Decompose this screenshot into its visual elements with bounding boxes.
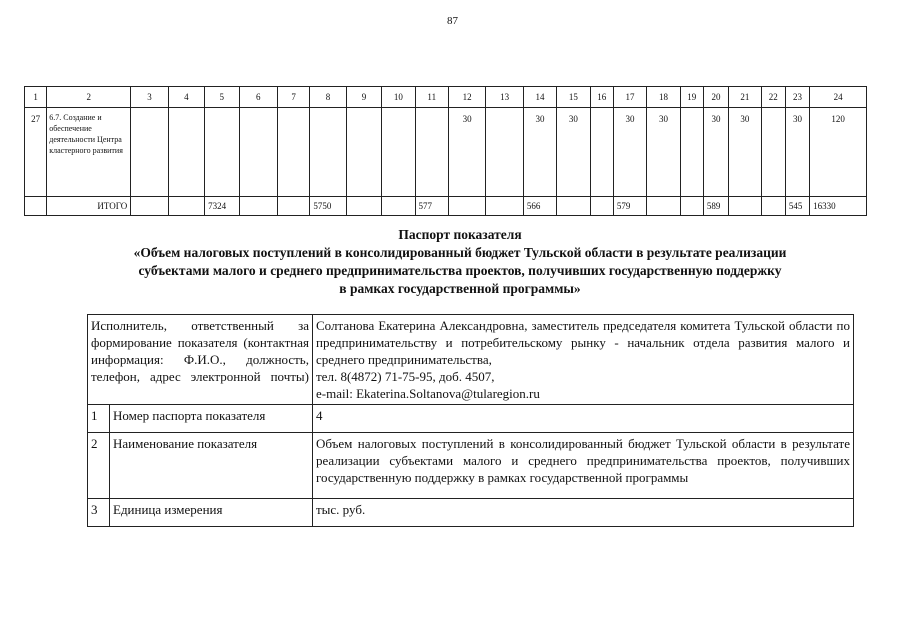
table-cell xyxy=(277,108,309,197)
total-cell xyxy=(382,197,415,216)
column-header: 11 xyxy=(415,87,448,108)
total-row xyxy=(25,197,867,216)
total-cell xyxy=(346,197,381,216)
column-header: 10 xyxy=(382,87,415,108)
passport-row-label: Единица измерения xyxy=(110,499,313,527)
column-header: 3 xyxy=(131,87,168,108)
executor-label: Исполнитель, ответственный за формирование показателя (контактная информация: Ф.И.О., должность, телефон, адрес электронной почты) xyxy=(88,315,313,405)
table-cell xyxy=(310,108,346,197)
row-number: 27 xyxy=(25,108,47,197)
passport-row-3 xyxy=(88,499,854,527)
table-cell xyxy=(168,108,204,197)
passport-subtitle-line3: в рамках государственной программы» xyxy=(339,281,581,296)
table-cell: 120 xyxy=(810,108,867,197)
total-cell xyxy=(168,197,204,216)
executor-position: Солтанова Екатерина Александровна, заместитель председателя комитета Тульской области по предпринимательству и потребительскому рынку - начальник отдела развития малого и среднего предпринимательства, xyxy=(316,318,850,367)
column-header: 20 xyxy=(703,87,728,108)
table-cell: 30 xyxy=(613,108,646,197)
total-empty-cell xyxy=(25,197,47,216)
column-header: 22 xyxy=(761,87,785,108)
table-cell: 30 xyxy=(785,108,809,197)
total-cell xyxy=(761,197,785,216)
column-header: 6 xyxy=(239,87,277,108)
column-header: 24 xyxy=(810,87,867,108)
column-header: 21 xyxy=(729,87,761,108)
column-header: 9 xyxy=(346,87,381,108)
passport-row-label: Наименование показателя xyxy=(110,433,313,499)
total-cell xyxy=(590,197,613,216)
total-cell xyxy=(557,197,590,216)
table-cell: 30 xyxy=(523,108,556,197)
table-cell xyxy=(590,108,613,197)
column-header: 13 xyxy=(486,87,523,108)
column-header: 16 xyxy=(590,87,613,108)
column-header: 5 xyxy=(205,87,239,108)
total-cell: 5750 xyxy=(310,197,346,216)
total-cell: 579 xyxy=(613,197,646,216)
passport-table xyxy=(87,314,854,527)
indicator-values-table xyxy=(24,86,867,216)
column-header: 2 xyxy=(47,87,131,108)
total-cell xyxy=(729,197,761,216)
column-header: 7 xyxy=(277,87,309,108)
table-cell xyxy=(382,108,415,197)
row-name: 6.7. Создание и обеспечение деятельности Центра кластерного развития xyxy=(47,108,131,197)
executor-value xyxy=(313,315,854,405)
table-cell xyxy=(761,108,785,197)
passport-row-label: Номер паспорта показателя xyxy=(110,405,313,433)
header-row xyxy=(25,87,867,108)
total-cell xyxy=(647,197,680,216)
total-cell: 7324 xyxy=(205,197,239,216)
column-header: 17 xyxy=(613,87,646,108)
total-cell: 589 xyxy=(703,197,728,216)
total-cell: 577 xyxy=(415,197,448,216)
column-header: 14 xyxy=(523,87,556,108)
table-cell xyxy=(415,108,448,197)
passport-row-number: 2 xyxy=(88,433,110,499)
total-label: ИТОГО xyxy=(47,197,131,216)
table-row-27 xyxy=(25,108,867,197)
column-header: 23 xyxy=(785,87,809,108)
table-cell: 30 xyxy=(729,108,761,197)
table-cell xyxy=(486,108,523,197)
total-cell xyxy=(239,197,277,216)
column-header: 15 xyxy=(557,87,590,108)
passport-row-value: тыс. руб. xyxy=(313,499,854,527)
total-cell xyxy=(131,197,168,216)
table-cell xyxy=(205,108,239,197)
total-cell: 16330 xyxy=(810,197,867,216)
column-header: 4 xyxy=(168,87,204,108)
passport-row-value: Объем налоговых поступлений в консолидированный бюджет Тульской области в результате реализации субъектами малого и среднего предпринимательства проектов, получивших государственную поддержку в рамках государственной программы xyxy=(313,433,854,499)
total-cell xyxy=(486,197,523,216)
table-cell: 30 xyxy=(557,108,590,197)
table-cell xyxy=(239,108,277,197)
table-cell: 30 xyxy=(647,108,680,197)
executor-email: e-mail: Ekaterina.Soltanova@tularegion.ru xyxy=(316,386,540,401)
table-cell: 30 xyxy=(703,108,728,197)
table-cell xyxy=(346,108,381,197)
passport-row-number: 3 xyxy=(88,499,110,527)
total-cell xyxy=(680,197,703,216)
total-cell xyxy=(448,197,485,216)
page-number: 87 xyxy=(447,15,458,27)
passport-subtitle-line1: «Объем налоговых поступлений в консолидированный бюджет Тульской области в результате реализации xyxy=(133,245,787,260)
passport-title: Паспорт показателя xyxy=(398,227,522,242)
passport-row-value: 4 xyxy=(313,405,854,433)
passport-row-1 xyxy=(88,405,854,433)
passport-subtitle-line2: субъектами малого и среднего предпринимательства проектов, получивших государственную поддержку xyxy=(138,263,782,278)
total-cell: 545 xyxy=(785,197,809,216)
passport-row-number: 1 xyxy=(88,405,110,433)
column-header: 1 xyxy=(25,87,47,108)
column-header: 8 xyxy=(310,87,346,108)
total-cell: 566 xyxy=(523,197,556,216)
table-cell: 30 xyxy=(448,108,485,197)
table-cell xyxy=(131,108,168,197)
passport-row-2 xyxy=(88,433,854,499)
column-header: 19 xyxy=(680,87,703,108)
total-cell xyxy=(277,197,309,216)
executor-phone: тел. 8(4872) 71-75-95, доб. 4507, xyxy=(316,369,495,384)
executor-row xyxy=(88,315,854,405)
column-header: 18 xyxy=(647,87,680,108)
column-header: 12 xyxy=(448,87,485,108)
table-cell xyxy=(680,108,703,197)
